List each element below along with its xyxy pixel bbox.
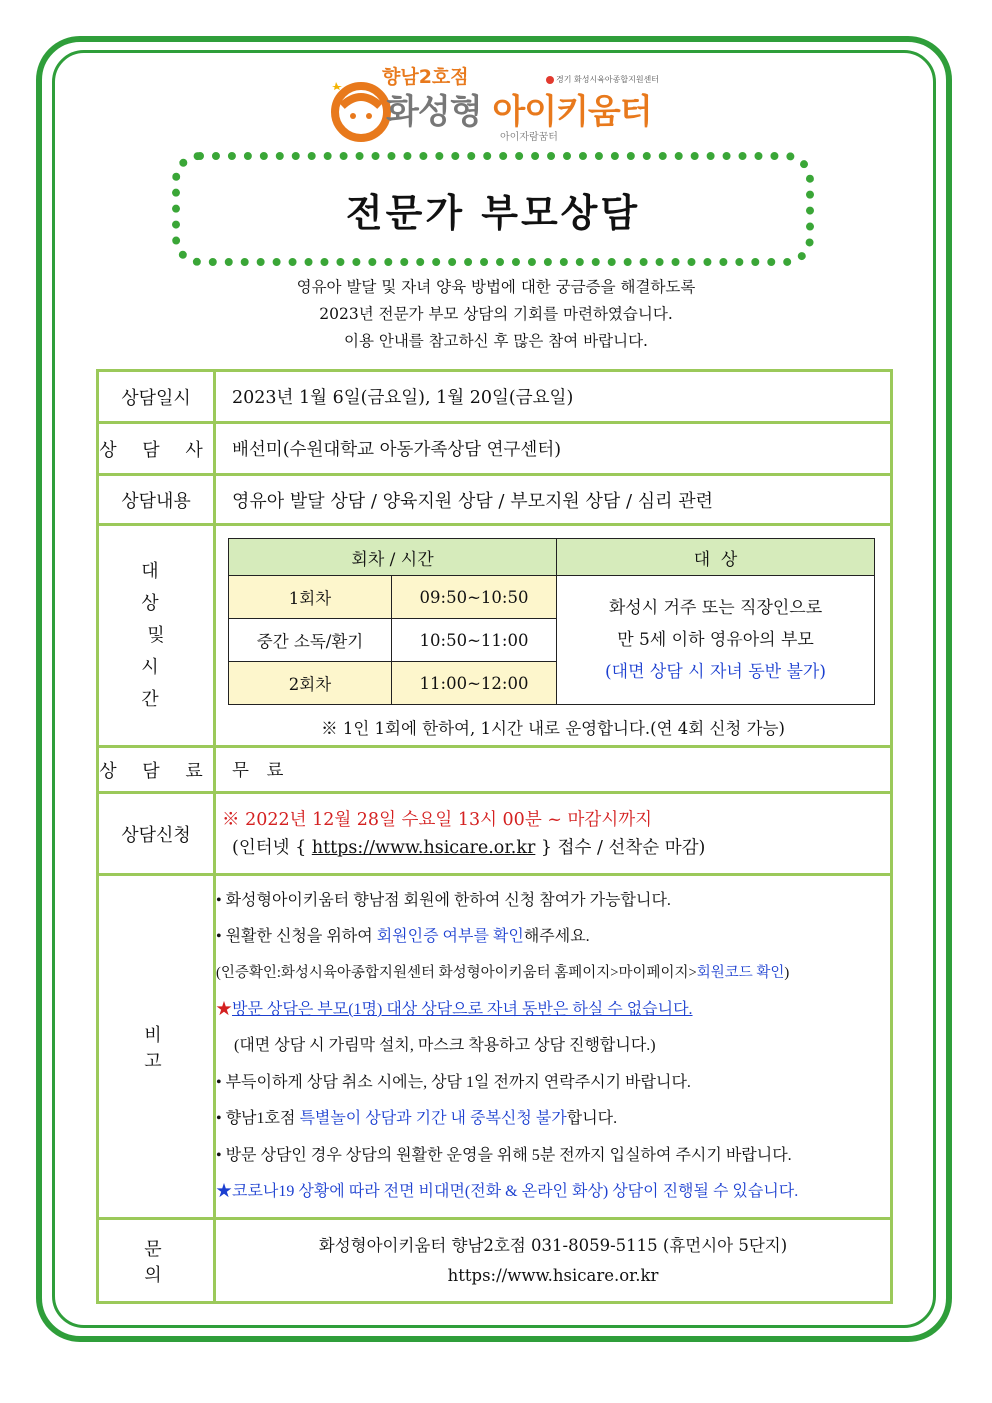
schedule-table <box>228 538 875 705</box>
content-label: 상담내용 <box>98 475 215 525</box>
note-7-pre: • 향남1호점 <box>216 1110 300 1128</box>
note-6: • 부득이하게 상담 취소 시에는, 상담 1일 전까지 연락주시기 바랍니다. <box>216 1073 691 1091</box>
apply-link[interactable]: https://www.hsicare.or.kr <box>311 837 536 858</box>
note-3-blue: 회원코드 확인 <box>696 965 785 982</box>
row-date <box>98 371 892 423</box>
apply-pre: (인터넷 { <box>232 837 312 858</box>
target-desc <box>557 576 875 705</box>
apply-label: 상담신청 <box>98 793 215 875</box>
logo-org-text: 경기 화성시육아종합지원센터 <box>556 75 660 84</box>
target-line-2: 만 5세 이하 영유아의 부모 <box>617 630 814 650</box>
note-2-post: 해주세요. <box>523 928 590 946</box>
logo-name-part1: 화성형 <box>386 92 493 132</box>
target-line-1: 화성시 거주 또는 직장인으로 <box>608 598 823 618</box>
row-content <box>98 475 892 525</box>
note-8: • 방문 상담인 경우 상담의 원활한 운영을 위해 5분 전까지 입실하여 주시기 바랍니다. <box>216 1146 792 1164</box>
note-5: (대면 상담 시 가림막 설치, 마스크 착용하고 상담 진행합니다.) <box>234 1037 656 1055</box>
logo-branch: 향남2호점 <box>382 66 469 88</box>
header-time: 회차 / 시간 <box>229 539 557 576</box>
note-7-blue: 특별놀이 상담과 기간 내 중복신청 불가 <box>299 1110 567 1128</box>
info-table <box>96 369 893 1304</box>
note-4 <box>216 992 890 1028</box>
note-3 <box>216 955 890 991</box>
page-title: 전문가 부모상담 <box>345 189 641 235</box>
contact-line-2[interactable]: https://www.hsicare.or.kr <box>447 1265 659 1285</box>
row-contact <box>98 1219 892 1303</box>
row-counselor <box>98 423 892 475</box>
schedule-cell <box>215 525 892 747</box>
note-3-post: ) <box>784 965 790 982</box>
row-target-time <box>98 525 892 747</box>
note-9: ★코로나19 상황에 따라 전면 비대면(전화 & 온라인 화상) 상담이 진행될 수 있습니다. <box>216 1182 799 1200</box>
apply-value <box>215 793 892 875</box>
schedule-row <box>229 576 875 619</box>
note-2 <box>216 919 890 955</box>
intro-line-3: 이용 안내를 참고하신 후 많은 참여 바랍니다. <box>343 332 648 350</box>
counselor-value: 배선미(수원대학교 아동가족상담 연구센터) <box>215 423 892 475</box>
date-value: 2023년 1월 6일(금요일), 1월 20일(금요일) <box>215 371 892 423</box>
target-time-label <box>98 525 215 747</box>
apply-method <box>222 834 890 862</box>
session-name: 2회차 <box>229 662 392 705</box>
fee-value: 무 료 <box>215 747 892 793</box>
row-apply <box>98 793 892 875</box>
note-1: • 화성형아이키움터 향남점 회원에 한하여 신청 참여가 가능합니다. <box>216 891 671 909</box>
counselor-label: 상 담 사 <box>98 423 215 475</box>
target-line-3: (대면 상담 시 자녀 동반 불가) <box>605 662 826 682</box>
star-icon: ★ <box>216 1000 233 1018</box>
apply-post: } 접수 / 선착순 마감) <box>535 837 706 858</box>
header-target: 대 상 <box>557 539 875 576</box>
logo-subtitle: 아이자람꿈터 <box>500 132 558 143</box>
date-label: 상담일시 <box>98 371 215 423</box>
schedule-header <box>229 539 875 576</box>
target-label-2: 및 <box>147 624 165 646</box>
session-time: 11:00~12:00 <box>392 662 557 705</box>
notes-label: 비 고 <box>98 875 215 1219</box>
note-7-post: 합니다. <box>566 1110 618 1128</box>
note-2-pre: • 원활한 신청을 위하여 <box>216 928 377 946</box>
content-value: 영유아 발달 상담 / 양육지원 상담 / 부모지원 상담 / 심리 관련 <box>215 475 892 525</box>
row-fee <box>98 747 892 793</box>
apply-deadline: ※ 2022년 12월 28일 수요일 13시 00분 ~ 마감시까지 <box>222 809 653 830</box>
session-time: 09:50~10:50 <box>392 576 557 619</box>
row-notes <box>98 875 892 1219</box>
title-box <box>172 152 814 266</box>
fee-label: 상 담 료 <box>98 747 215 793</box>
logo-name-part2: 아이키움터 <box>492 92 652 132</box>
note-4-text: 방문 상담은 부모(1명) 대상 상담으로 자녀 동반은 하실 수 없습니다. <box>232 1000 693 1018</box>
contact-line-1: 화성형아이키움터 향남2호점 031-8059-5115 (휴먼시아 5단지) <box>318 1235 788 1255</box>
target-label-3: 시 간 <box>141 656 191 710</box>
logo-name <box>386 84 652 133</box>
session-name: 중간 소독/환기 <box>229 619 392 662</box>
org-dot-icon <box>546 76 554 84</box>
logo <box>322 62 682 146</box>
notes-value <box>215 875 892 1219</box>
intro-text <box>96 274 896 355</box>
note-7 <box>216 1101 890 1137</box>
session-name: 1회차 <box>229 576 392 619</box>
schedule-footnote: ※ 1인 1회에 한하여, 1시간 내로 운영합니다.(연 4회 신청 가능) <box>321 719 785 738</box>
target-label-1: 대 상 <box>141 560 191 614</box>
contact-value <box>215 1219 892 1303</box>
intro-line-1: 영유아 발달 및 자녀 양육 방법에 대한 궁금증을 해결하도록 <box>296 278 696 296</box>
contact-label: 문 의 <box>98 1219 215 1303</box>
note-3-pre: (인증확인:화성시육아종합지원센터 화성형아이키움터 홈페이지>마이페이지> <box>216 965 697 982</box>
intro-line-2: 2023년 전문가 부모 상담의 기회를 마련하였습니다. <box>319 305 673 323</box>
session-time: 10:50~11:00 <box>392 619 557 662</box>
note-2-blue: 회원인증 여부를 확인 <box>376 928 524 946</box>
